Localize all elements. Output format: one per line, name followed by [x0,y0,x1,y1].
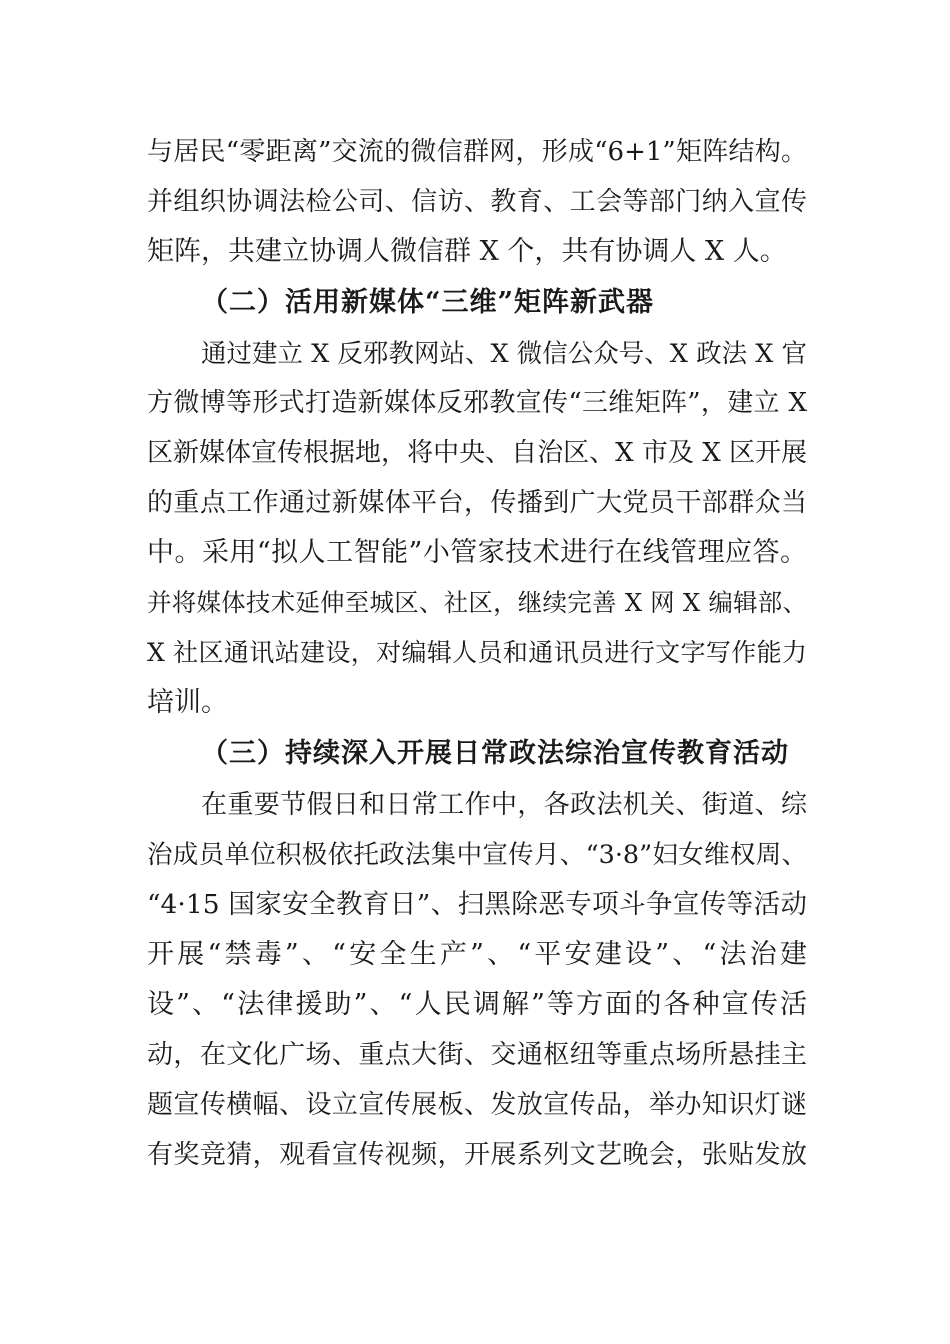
body-text-line: 并将媒体技术延伸至城区、社区，继续完善 X 网 X 编辑部、 [147,588,807,617]
body-text-line: 设”、“法律援助”、“人民调解”等方面的各种宣传活 [147,989,807,1020]
body-text-line: 并组织协调法检公司、信访、教育、工会等部门纳入宣传 [147,187,807,217]
body-text-line: 动，在文化广场、重点大街、交通枢纽等重点场所悬挂主 [147,1040,807,1070]
body-text-line: 方微博等形式打造新媒体反邪教宣传“三维矩阵”，建立 X [147,388,807,418]
body-text-line: 开展“禁毒”、“安全生产”、“平安建设”、“法治建 [147,939,807,970]
body-text-line: 培训。 [147,687,228,718]
body-text-line: X 社区通讯站建设，对编辑人员和通讯员进行文字写作能力 [147,638,807,667]
section-heading: （三）持续深入开展日常政法综治宣传教育活动 [201,738,789,769]
body-text-line: 治成员单位积极依托政法集中宣传月、“3·8”妇女维权周、 [147,840,807,870]
body-text-line: 与居民“零距离”交流的微信群网，形成“6+1”矩阵结构。 [147,137,807,167]
body-text-line: “4·15 国家安全教育日”、扫黑除恶专项斗争宣传等活动 [147,889,807,920]
body-text-line: 通过建立 X 反邪教网站、X 微信公众号、X 政法 X 官 [201,339,807,369]
body-text-line: 在重要节假日和日常工作中，各政法机关、街道、综 [201,790,807,820]
body-text-line: 中。采用“拟人工智能”小管家技术进行在线管理应答。 [147,537,807,568]
body-text-line: 的重点工作通过新媒体平台，传播到广大党员干部群众当 [147,488,807,518]
body-text-line: 矩阵，共建立协调人微信群 X 个，共有协调人 X 人。 [147,236,787,267]
body-text-line: 有奖竞猜，观看宣传视频，开展系列文艺晚会，张贴发放 [147,1140,807,1170]
body-text-line: 题宣传横幅、设立宣传展板、发放宣传品，举办知识灯谜 [147,1090,807,1120]
body-text-line: 区新媒体宣传根据地，将中央、自治区、X 市及 X 区开展 [147,438,807,468]
section-heading: （二）活用新媒体“三维”矩阵新武器 [201,287,655,318]
